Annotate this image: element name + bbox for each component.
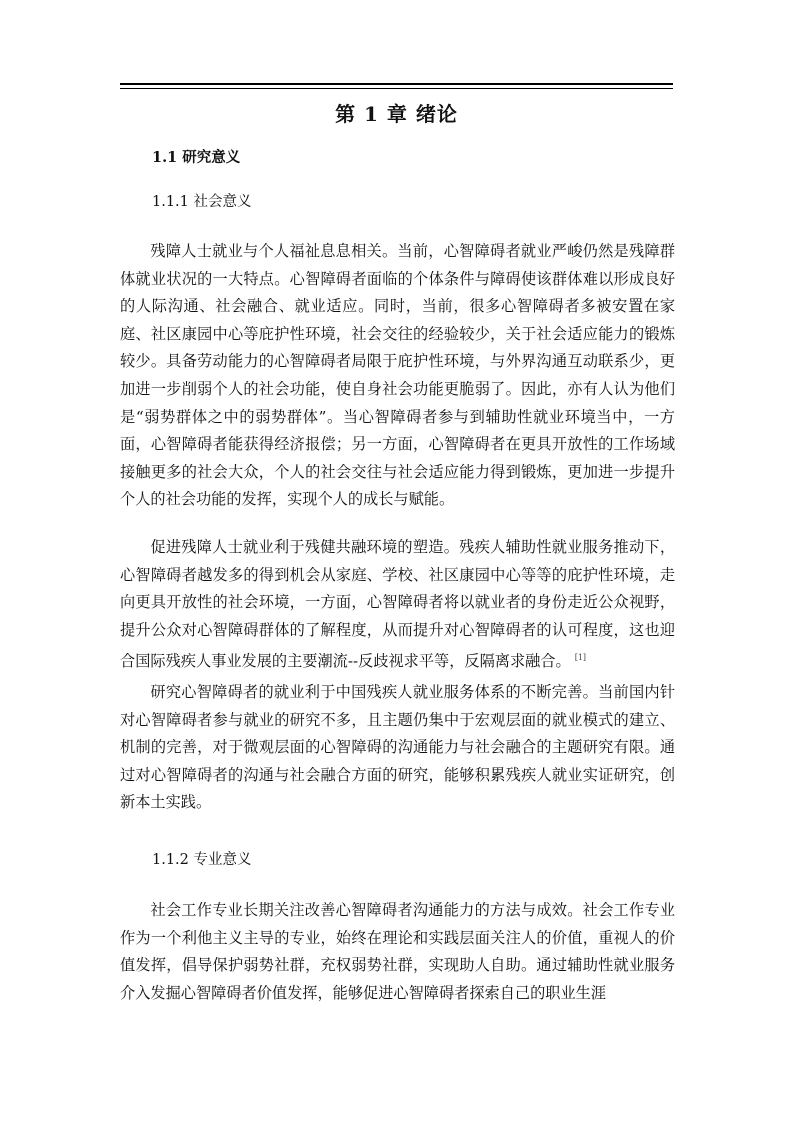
section-heading: 1.1 研究意义 [152,149,241,166]
paragraph-with-citation [120,534,675,676]
citation-marker[interactable]: [1] [574,653,587,663]
paragraph: 社会工作专业长期关注改善心智障碍者沟通能力的方法与成效。社会工作专业作为一个利他主义主导的专业，始终在理论和实践层面关注人的价值，重视人的价值发挥，倡导保护弱势社群，充权弱势社群，实现助人自助。通过辅助性就业服务介入发掘心智障碍者价值发挥，能够促进心智障碍者探索自己的职业生涯 [120,901,675,1002]
header-rule-thick [120,83,673,85]
paragraph: 研究心智障碍者的就业利于中国残疾人就业服务体系的不断完善。当前国内针对心智障碍者参与就业的研究不多，且主题仍集中于宏观层面的就业模式的建立、机制的完善，对于微观层面的心智障碍的沟通能力与社会融合的主题研究有限。通过对心智障碍者的沟通与社会融合方面的研究，能够积累残疾人就业实证研究，创新本土实践。 [120,683,675,812]
paragraph: 残障人士就业与个人福祉息息相关。当前，心智障碍者就业严峻仍然是残障群体就业状况的一大特点。心智障碍者面临的个体条件与障碍使该群体难以形成良好的人际沟通、社会融合、就业适应。同时，当前，很多心智障碍者多被安置在家庭、社区康园中心等庇护性环境，社会交往的经验较少，关于社会适应能力的锻炼较少。具备劳动能力的心智障碍者局限于庇护性环境，与外界沟通互动联系少，更加进一步削弱个人的社会功能，使自身社会功能更脆弱了。因此，亦有人认为他们是“弱势群体之中的弱势群体”。当心智障碍者参与到辅助性就业环境当中，一方面，心智障碍者能获得经济报偿；另一方面，心智障碍者在更具开放性的工作场域接触更多的社会大众，个人的社会交往与社会适应能力得到锻炼，更加进一步提升个人的社会功能的发挥，实现个人的成长与赋能。 [120,242,675,509]
subsection-heading-professional: 1.1.2 专业意义 [152,852,252,868]
header-rule-thin [120,88,673,89]
paragraph-text: 促进残障人士就业利于残健共融环境的塑造。残疾人辅助性就业服务推动下，心智障碍者越发多的得到机会从家庭、学校、社区康园中心等等的庇护性环境，走向更具开放性的社会环境，一方面，心智障碍者将以就业者的身份走近公众视野，提升公众对心智障碍群体的了解程度，从而提升对心智障碍者的认可程度，这也迎合国际残疾人事业发展的主要潮流--反歧视求平等，反隔离求融合。 [120,538,675,671]
subsection-heading-social: 1.1.1 社会意义 [152,194,252,210]
chapter-title: 第 1 章 绪论 [335,102,458,126]
